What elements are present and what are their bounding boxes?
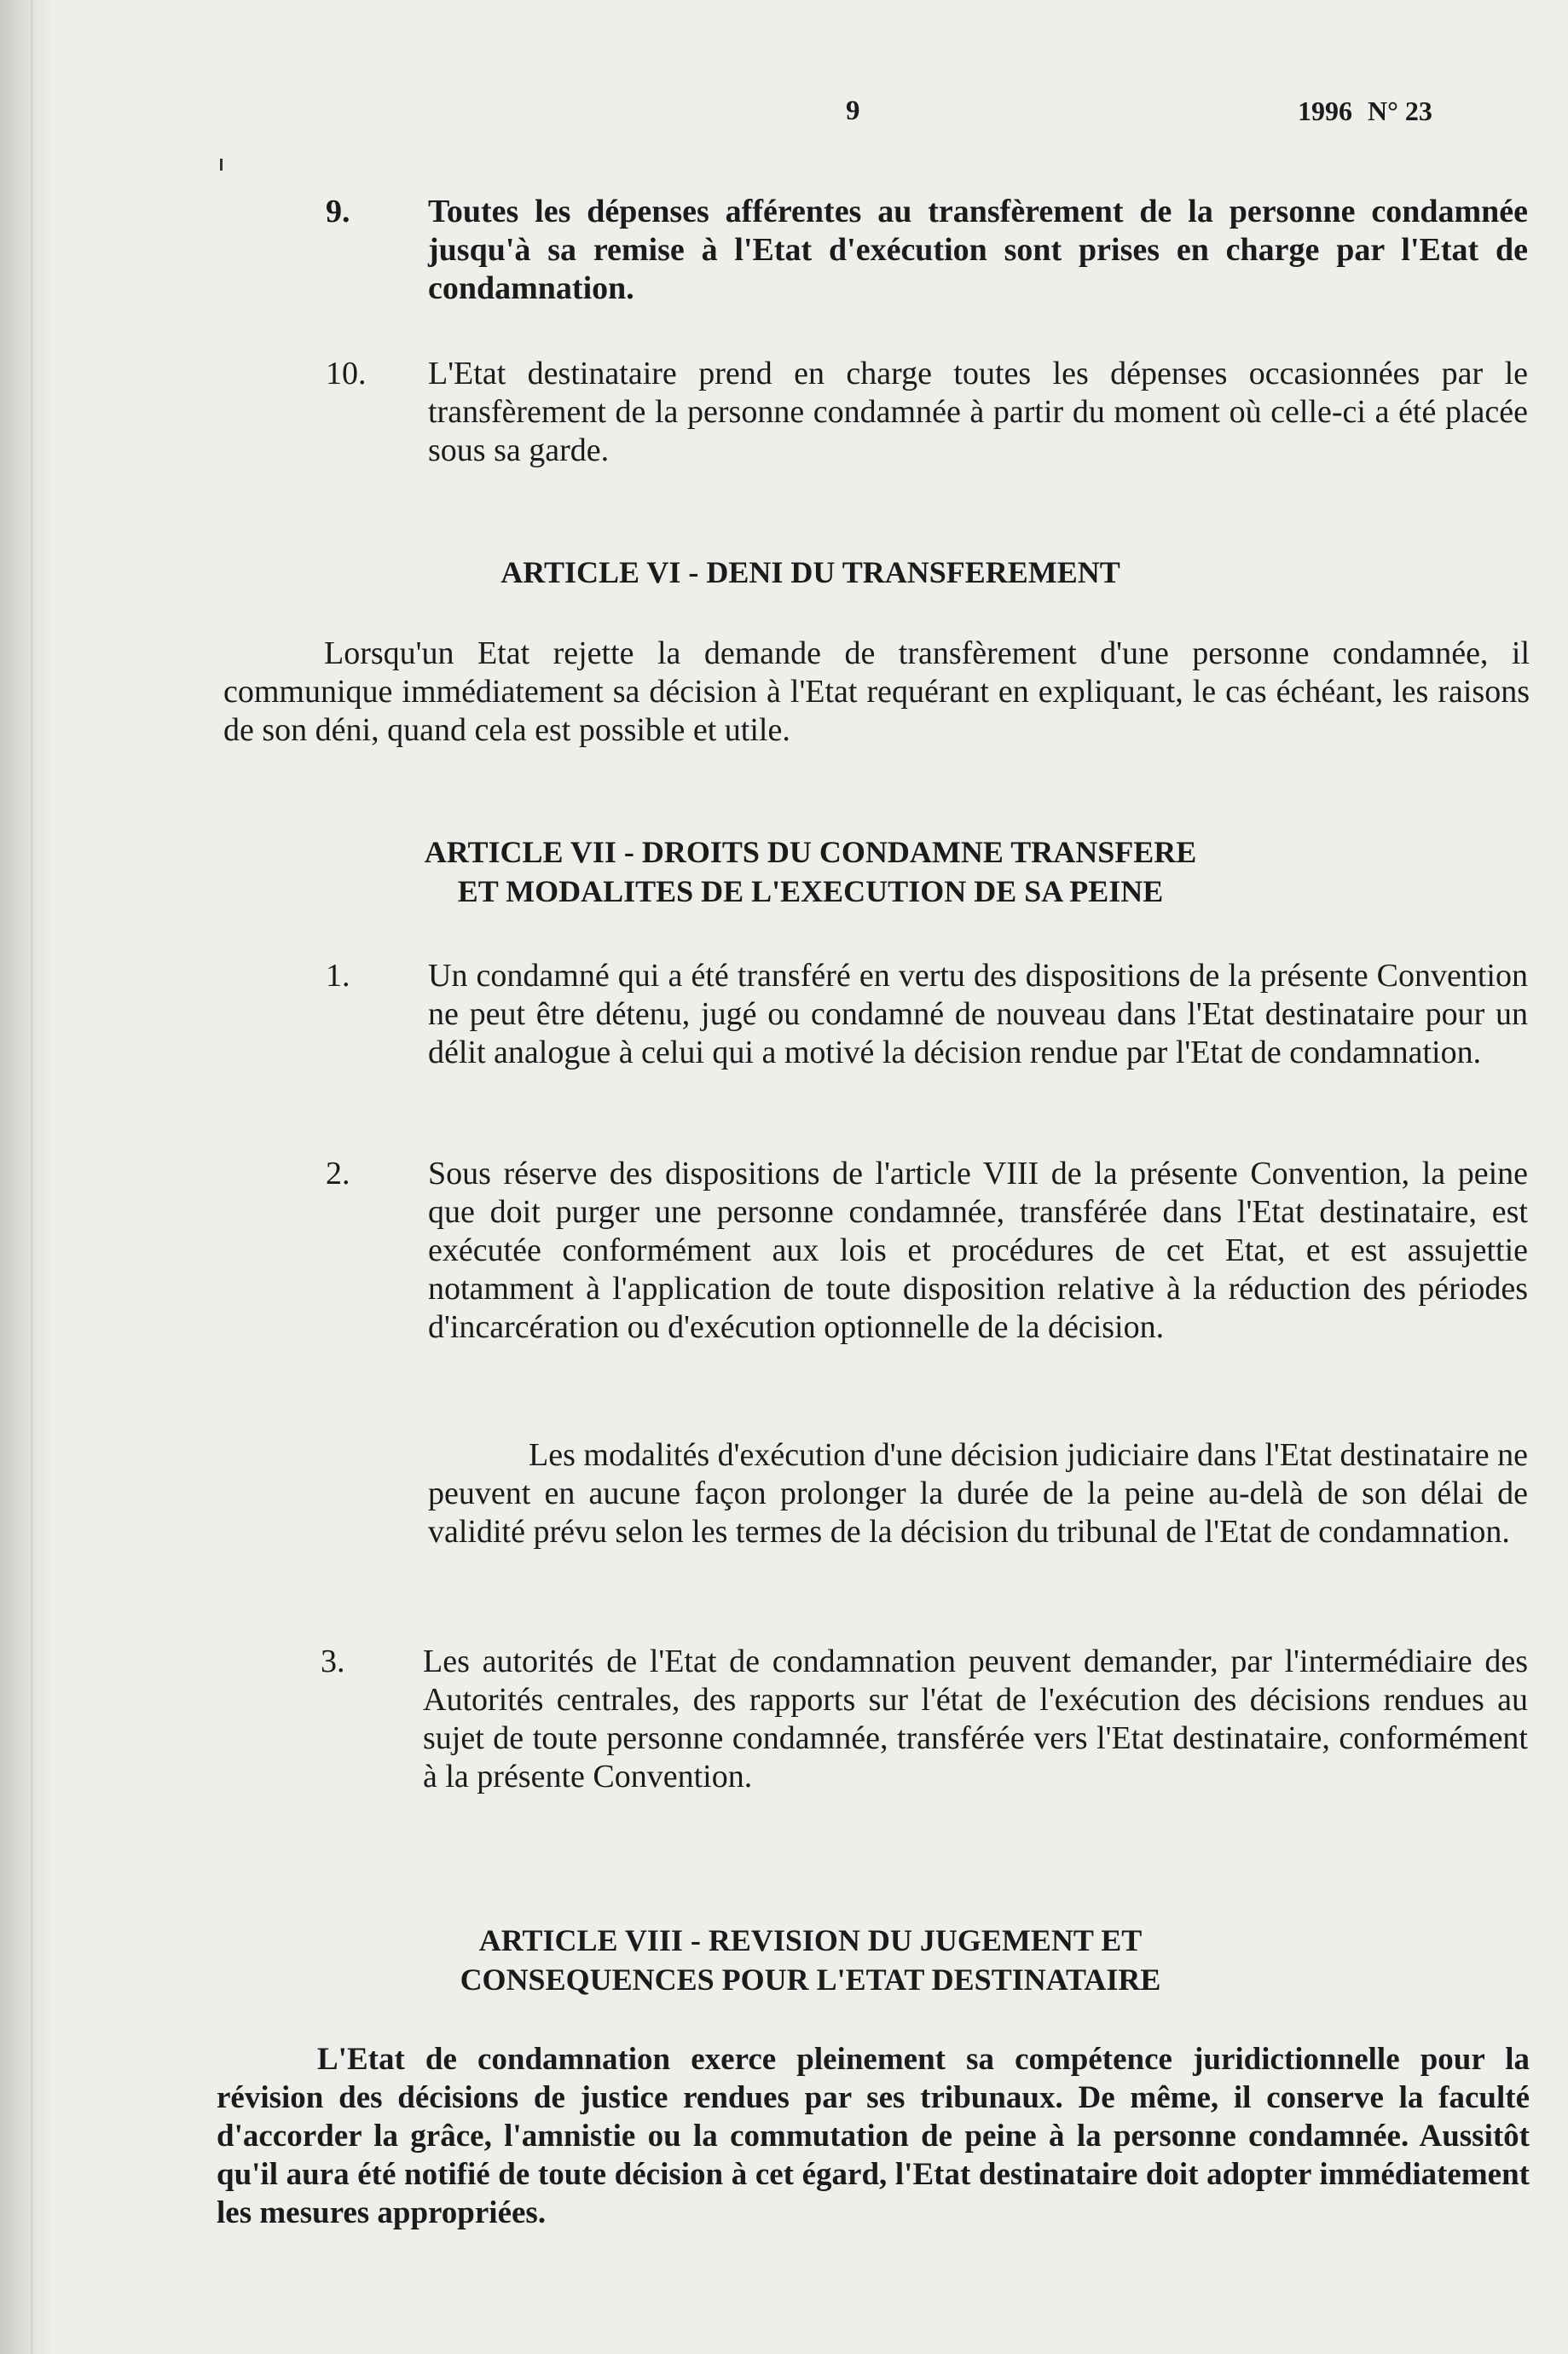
article-7-p2-text: Sous réserve des dispositions de l'article VIII de la présente Convention, la peine que doit purger une personne condamnée, transférée dans l'Etat destinataire, est exécutée conformément aux lois et procédures de cet Etat, et est assujettie notamment à l'application de toute disposition relative à la réduction des périodes d'incarcération ou d'exécution optionnelle de la décision.: [428, 1156, 1528, 1345]
margin-mark: [220, 159, 223, 171]
article-6-text: Lorsqu'un Etat rejette la demande de transfèrement d'une personne condamnée, il communique immédiatement sa décision à l'Etat requérant en expliquant, le cas échéant, les raisons de son déni, quand cela est possible et utile.: [223, 635, 1530, 748]
binding-shadow: [0, 0, 53, 2354]
article-7-p1-number: 1.: [326, 958, 350, 994]
article-7-heading-line1: ARTICLE VII - DROITS DU CONDAMNE TRANSFERE: [424, 835, 1197, 869]
item-10-text: L'Etat destinataire prend en charge toutes les dépenses occasionnées par le transfèrement de la personne condamnée à partir du moment où celle-ci a été placée sous sa garde.: [428, 356, 1528, 468]
article-8-text: L'Etat de condamnation exerce pleinement sa compétence juridictionnelle pour la révision des décisions de justice rendues par ses tribunaux. De même, il conserve la faculté d'accorder la grâce, l'amnistie ou la commutation de peine à la personne condamnée. Aussitôt qu'il aura été notifié de toute décision à cet égard, l'Etat destinataire doit adopter immédiatement les mesures appropriées.: [217, 2042, 1530, 2230]
article-7-p3-number: 3.: [321, 1644, 345, 1679]
article-8-heading-line2: CONSEQUENCES POUR L'ETAT DESTINATAIRE: [460, 1963, 1161, 1997]
binding-edge: [31, 0, 32, 2354]
article-7-p2-number: 2.: [326, 1156, 350, 1191]
item-10-number: 10.: [326, 356, 367, 391]
article-7-p2-subparagraph: Les modalités d'exécution d'une décision judiciaire dans l'Etat destinataire ne peuvent en aucune façon prolonger la durée de la peine au-delà de son délai de validité prévu selon les termes de la décision du tribunal de l'Etat de condamnation.: [428, 1437, 1528, 1550]
header-issue: N° 23: [1368, 96, 1432, 126]
page-number: 9: [846, 96, 860, 126]
article-8-heading-line1: ARTICLE VIII - REVISION DU JUGEMENT ET: [478, 1923, 1143, 1957]
item-9-text: Toutes les dépenses afférentes au transfèrement de la personne condamnée jusqu'à sa remise à l'Etat d'exécution sont prises en charge par l'Etat de condamnation.: [428, 194, 1528, 306]
article-7-heading-line2: ET MODALITES DE L'EXECUTION DE SA PEINE: [457, 874, 1164, 908]
page-header-right: [1298, 96, 1432, 127]
article-6-heading: ARTICLE VI - DENI DU TRANSFEREMENT: [500, 555, 1120, 589]
article-7-p1-text: Un condamné qui a été transféré en vertu des dispositions de la présente Convention ne peut être détenu, jugé ou condamné de nouveau dans l'Etat destinataire pour un délit analogue à celui qui a motivé la décision rendue par l'Etat de condamnation.: [428, 958, 1528, 1070]
article-7-p3-text: Les autorités de l'Etat de condamnation peuvent demander, par l'intermédiaire des Autorités centrales, des rapports sur l'état de l'exécution des décisions rendues au sujet de toute personne condamnée, transférée vers l'Etat destinataire, conformément à la présente Convention.: [423, 1644, 1528, 1794]
header-year: 1996: [1298, 96, 1352, 126]
document-page: [53, 0, 1568, 2354]
item-9-number: 9.: [326, 194, 350, 229]
